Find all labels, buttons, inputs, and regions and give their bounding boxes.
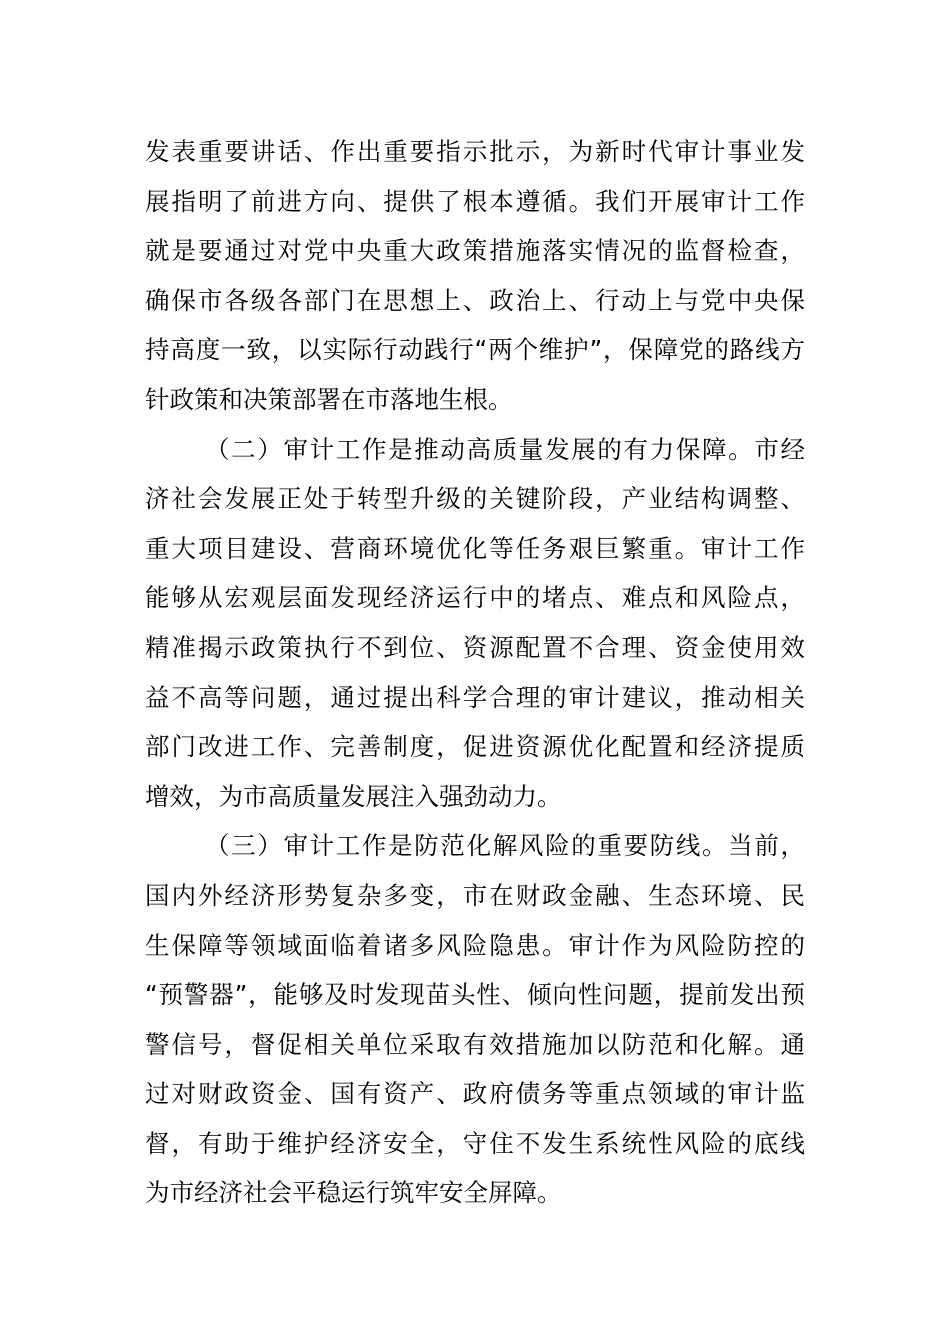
text-line: 确保市各级各部门在思想上、政治上、行动上与党中央保 — [145, 285, 805, 315]
text-line: 国内外经济形势复杂多变，市在财政金融、生态环境、民 — [145, 880, 805, 910]
paragraph-1 — [145, 127, 805, 425]
text-line: 能够从宏观层面发现经济运行中的堵点、难点和风险点， — [145, 583, 805, 613]
paragraph-2 — [145, 425, 805, 822]
text-line: 为市经济社会平稳运行筑牢安全屏障。 — [145, 1178, 562, 1208]
text-line: 精准揭示政策执行不到位、资源配置不合理、资金使用效 — [145, 632, 805, 662]
text-line: 就是要通过对党中央重大政策措施落实情况的监督检查， — [145, 236, 805, 266]
text-line: 发表重要讲话、作出重要指示批示，为新时代审计事业发 — [145, 137, 805, 166]
text-line: 督，有助于维护经济安全，守住不发生系统性风险的底线 — [145, 1128, 805, 1158]
text-line: 展指明了前进方向、提供了根本遵循。我们开展审计工作 — [145, 186, 805, 216]
text-line: 益不高等问题，通过提出科学合理的审计建议，推动相关 — [145, 682, 805, 712]
text-line: “预警器”，能够及时发现苗头性、倾向性问题，提前发出预 — [145, 980, 805, 1010]
paragraph-3 — [145, 821, 805, 1218]
text-line: 部门改进工作、完善制度，促进资源优化配置和经济提质 — [145, 732, 805, 762]
text-line: 针政策和决策部署在市落地生根。 — [145, 384, 513, 414]
document-body — [145, 127, 805, 1218]
text-line: 持高度一致，以实际行动践行“两个维护”，保障党的路线方 — [145, 335, 805, 365]
text-line: 增效，为市高质量发展注入强劲动力。 — [145, 781, 562, 811]
text-line: 过对财政资金、国有资产、政府债务等重点领域的审计监 — [145, 1079, 805, 1109]
text-line: （二）审计工作是推动高质量发展的有力保障。市经 — [205, 434, 805, 464]
text-line: 警信号，督促相关单位采取有效措施加以防范和化解。通 — [145, 1029, 805, 1059]
text-line: （三）审计工作是防范化解风险的重要防线。当前， — [205, 831, 805, 861]
text-line: 重大项目建设、营商环境优化等任务艰巨繁重。审计工作 — [145, 533, 805, 563]
text-line: 济社会发展正处于转型升级的关键阶段，产业结构调整、 — [145, 484, 805, 514]
text-line: 生保障等领域面临着诸多风险隐患。审计作为风险防控的 — [145, 930, 805, 960]
